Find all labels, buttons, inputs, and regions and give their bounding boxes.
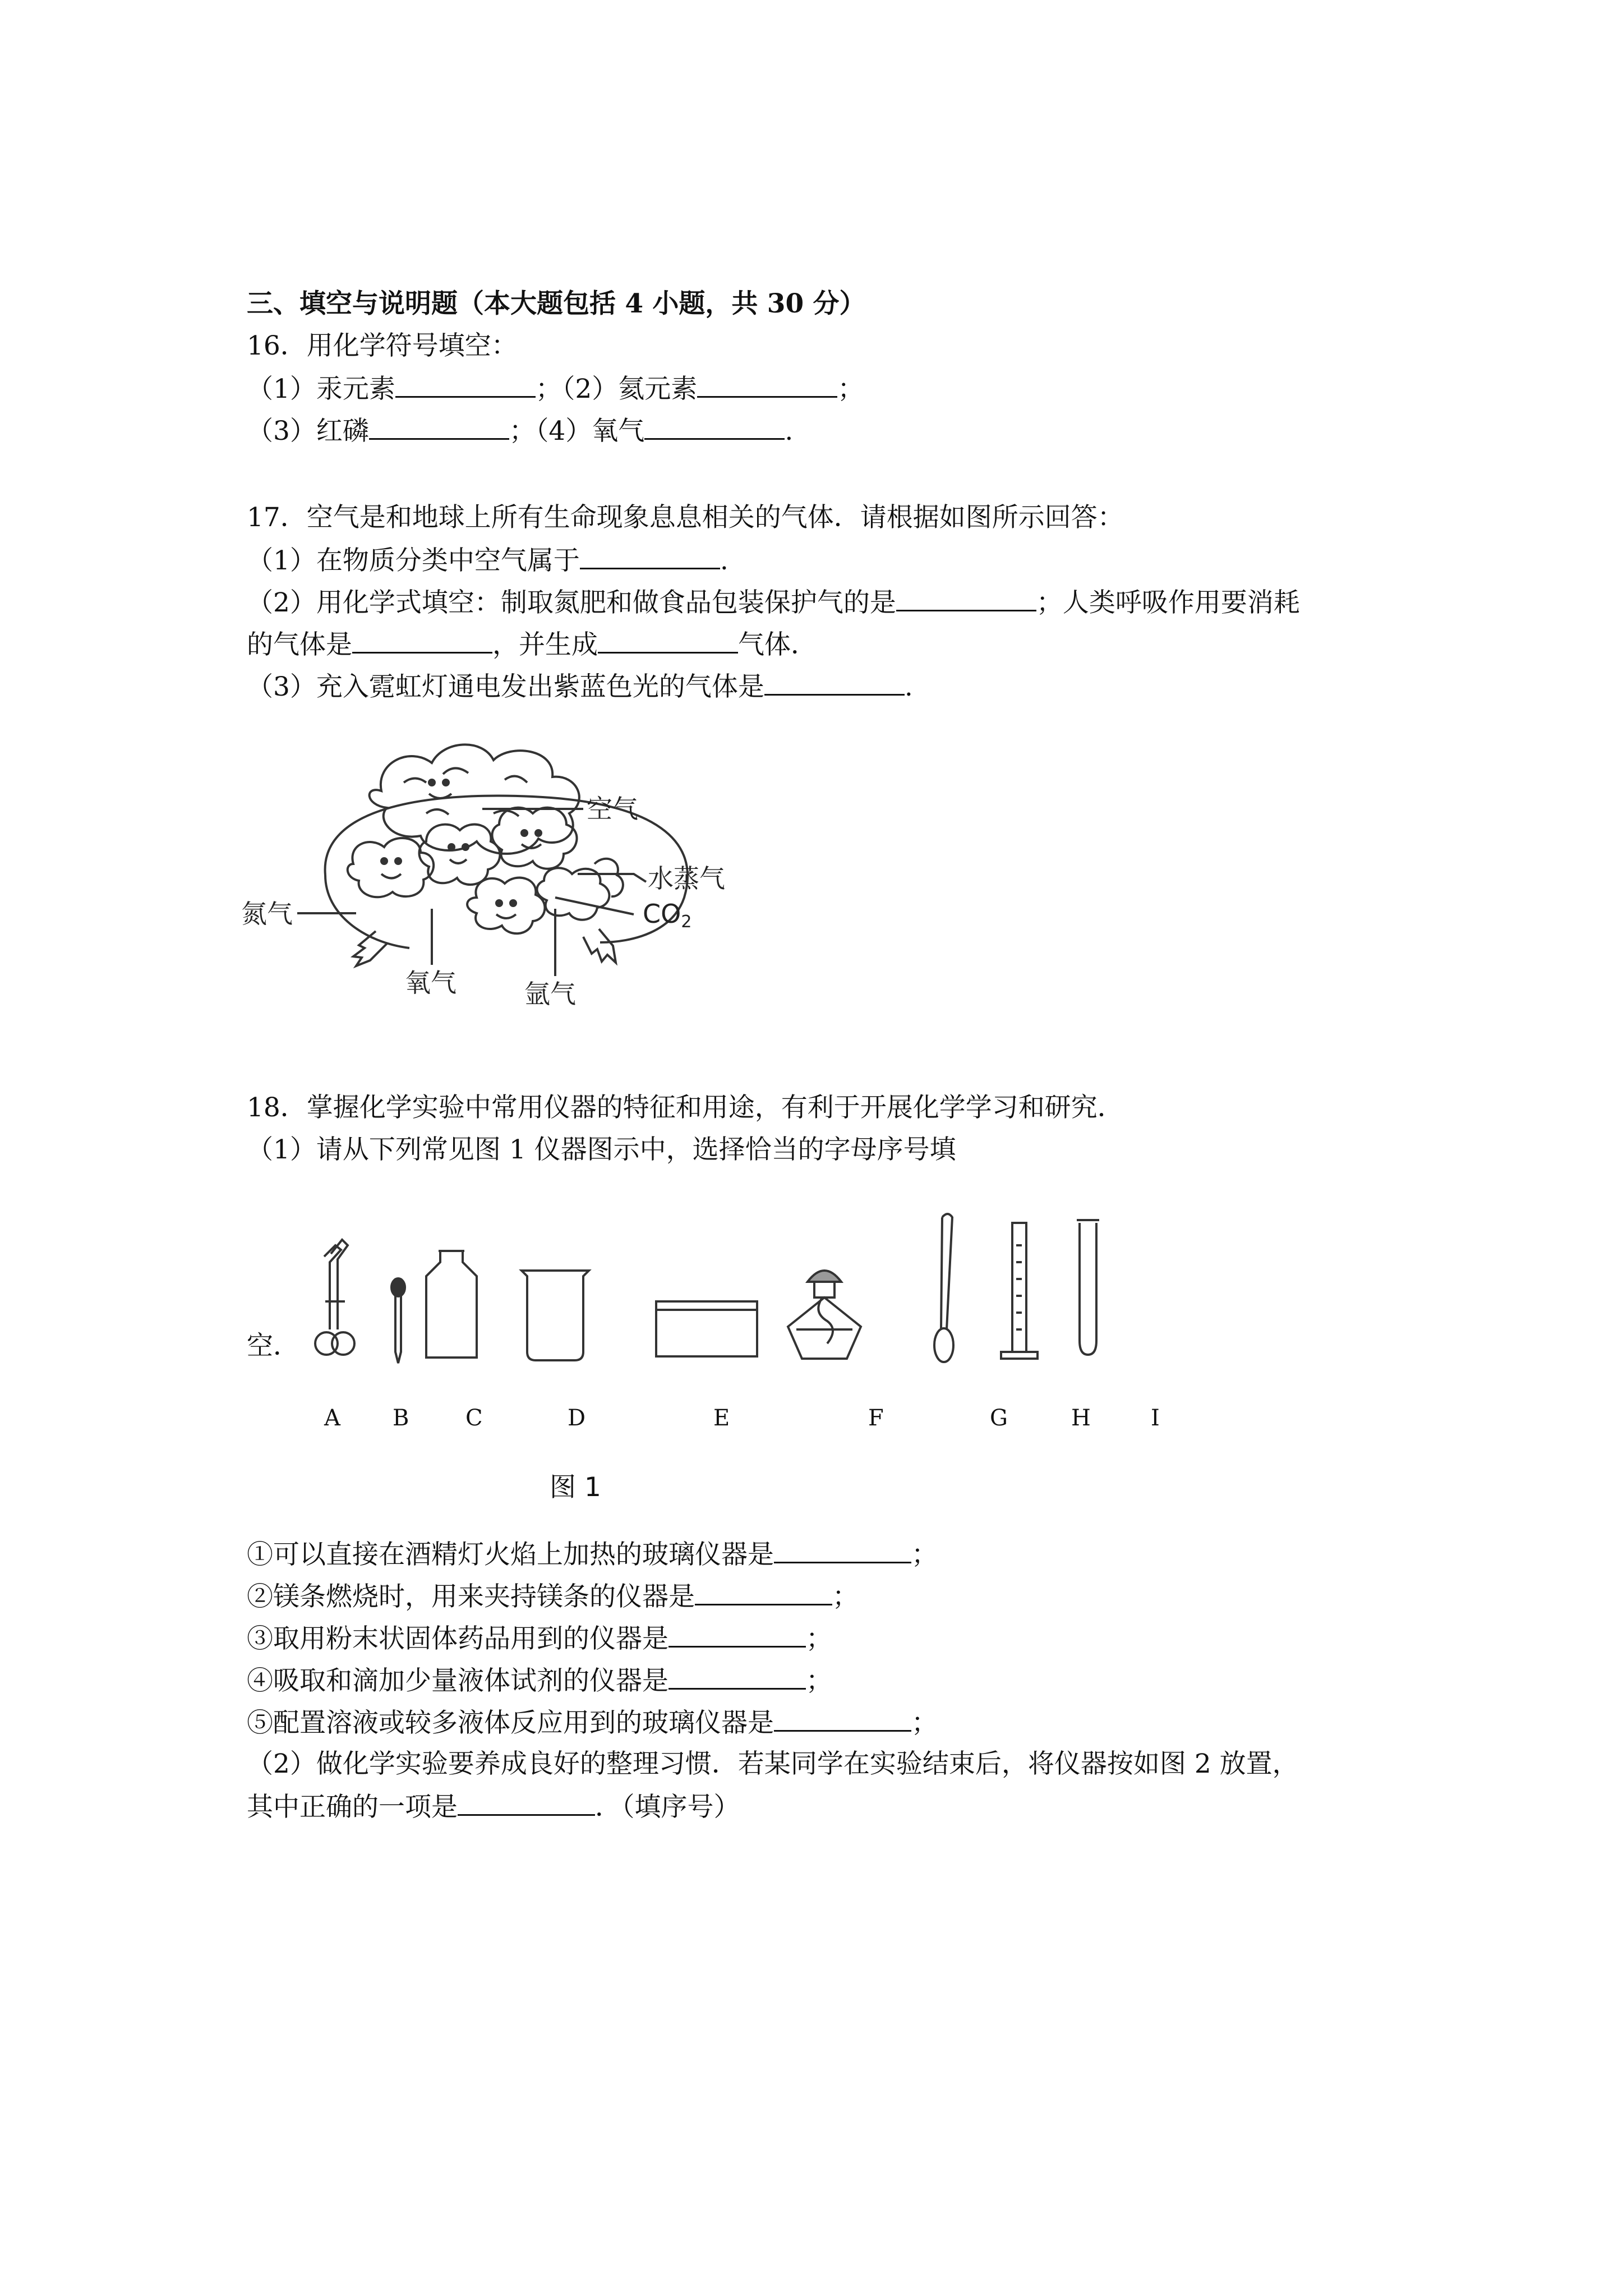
crucible-tongs-icon (315, 1240, 354, 1355)
instrument-label-h: H (1071, 1405, 1091, 1431)
label-nitrogen: 氮气 (241, 899, 293, 929)
q16-stem: 16．用化学符号填空： (247, 330, 518, 361)
q16-line1 (247, 371, 864, 406)
section-title: 三、填空与说明题（本大题包括 4 小题，共 30 分） (247, 288, 866, 319)
test-tube-icon (1077, 1220, 1099, 1355)
q18-item-2 (247, 1579, 859, 1614)
punct: ； (911, 1539, 938, 1570)
punct: ； (911, 1708, 938, 1738)
graduated-cylinder-icon (1001, 1223, 1038, 1359)
label-air: 空气 (587, 794, 638, 824)
q18-item-5 (247, 1705, 938, 1740)
label-co2 (643, 899, 691, 932)
beaker-icon (522, 1271, 589, 1360)
q18-stem: 18．掌握化学实验中常用仪器的特征和用途，有利于开展化学学习和研究． (247, 1092, 1124, 1123)
punct: ； (832, 1581, 859, 1612)
answer-blank[interactable] (697, 371, 837, 398)
q17-part2-text-e: 气体． (738, 629, 817, 660)
q18-part2-text-end: ．（填序号） (595, 1792, 740, 1823)
q16-part4-label: ；（4）氧气 (509, 416, 645, 447)
q18-kong: 空． (247, 1331, 299, 1361)
instrument-label-d: D (568, 1405, 586, 1431)
punct: ； (806, 1623, 832, 1654)
instrument-label-i: I (1151, 1405, 1160, 1431)
label-co2-subscript: 2 (681, 912, 692, 932)
q17-part2-cont (247, 627, 817, 662)
answer-blank[interactable] (764, 669, 905, 696)
q18-item-text: ③取用粉末状固体药品用到的仪器是 (247, 1623, 668, 1654)
q16-part1-label: （1）汞元素 (247, 374, 395, 404)
label-water-vapor: 水蒸气 (648, 863, 725, 894)
q18-item-text: ①可以直接在酒精灯火焰上加热的玻璃仪器是 (247, 1539, 774, 1570)
answer-blank[interactable] (395, 371, 536, 398)
instrument-label-b: B (393, 1405, 409, 1431)
instruments-figure (292, 1200, 1200, 1391)
q16-part2-label: ；（2）氦元素 (535, 374, 698, 404)
answer-blank[interactable] (774, 1537, 911, 1563)
answer-blank[interactable] (458, 1789, 595, 1816)
air-composition-figure (241, 729, 836, 1043)
answer-blank[interactable] (352, 627, 492, 654)
q17-part2-text-d: ，并生成 (492, 629, 598, 660)
q17-part2 (247, 585, 1300, 620)
answer-blank[interactable] (580, 543, 720, 569)
reagent-bottle-icon (426, 1251, 477, 1358)
answer-blank[interactable] (668, 1663, 806, 1690)
instrument-label-c: C (465, 1405, 483, 1431)
answer-blank[interactable] (668, 1621, 806, 1648)
answer-blank[interactable] (598, 627, 738, 654)
punct: ； (806, 1665, 832, 1696)
q18-part2-cont (247, 1789, 740, 1824)
label-oxygen: 氧气 (405, 968, 457, 998)
answer-blank[interactable] (896, 585, 1036, 611)
punct: . (720, 545, 728, 576)
dropper-icon (391, 1278, 405, 1363)
answer-blank[interactable] (369, 413, 509, 440)
q18-item-text: ④吸取和滴加少量液体试剂的仪器是 (247, 1665, 668, 1696)
punct: . (785, 416, 794, 447)
q18-item-4 (247, 1663, 832, 1698)
q18-part1: （1）请从下列常见图 1 仪器图示中，选择恰当的字母序号填 (247, 1134, 956, 1165)
q17-part3 (247, 669, 913, 704)
q17-part1 (247, 543, 728, 578)
instrument-label-e: E (713, 1405, 730, 1431)
figure1-caption: 图 1 (550, 1472, 601, 1503)
punct: . (904, 671, 913, 702)
q17-part3-text: （3）充入霓虹灯通电发出紫蓝色光的气体是 (247, 671, 764, 702)
q18-item-text: ⑤配置溶液或较多液体反应用到的玻璃仪器是 (247, 1708, 774, 1738)
q18-part2: （2）做化学实验要养成良好的整理习惯．若某同学在实验结束后，将仪器按如图 2 放置， (247, 1749, 1299, 1779)
q17-part2-text-b: ；人类呼吸作用要消耗 (1036, 587, 1300, 618)
answer-blank[interactable] (774, 1705, 911, 1732)
q17-part1-text: （1）在物质分类中空气属于 (247, 545, 580, 576)
q17-part2-text-c: 的气体是 (247, 629, 352, 660)
label-co2-main: CO (643, 899, 681, 929)
q16-line2 (247, 413, 793, 448)
q17-part2-text: （2）用化学式填空：制取氮肥和做食品包装保护气的是 (247, 587, 896, 618)
instrument-label-f: F (868, 1405, 884, 1431)
alcohol-lamp-icon (788, 1271, 861, 1359)
label-argon: 氩气 (524, 979, 576, 1009)
q17-stem: 17．空气是和地球上所有生命现象息息相关的气体．请根据如图所示回答： (247, 502, 1124, 533)
q18-item-text: ②镁条燃烧时，用来夹持镁条的仪器是 (247, 1581, 695, 1612)
instrument-label-a: A (324, 1405, 340, 1431)
punct: ； (837, 374, 864, 404)
instrument-label-g: G (990, 1405, 1008, 1431)
answer-blank[interactable] (644, 413, 785, 440)
q18-item-3 (247, 1621, 832, 1656)
answer-blank[interactable] (695, 1579, 832, 1605)
trough-icon (656, 1301, 757, 1356)
medicine-spoon-icon (934, 1214, 953, 1362)
q18-part2-text: 其中正确的一项是 (247, 1792, 458, 1823)
q18-item-1 (247, 1537, 938, 1572)
q16-part3-label: （3）红磷 (247, 416, 369, 447)
